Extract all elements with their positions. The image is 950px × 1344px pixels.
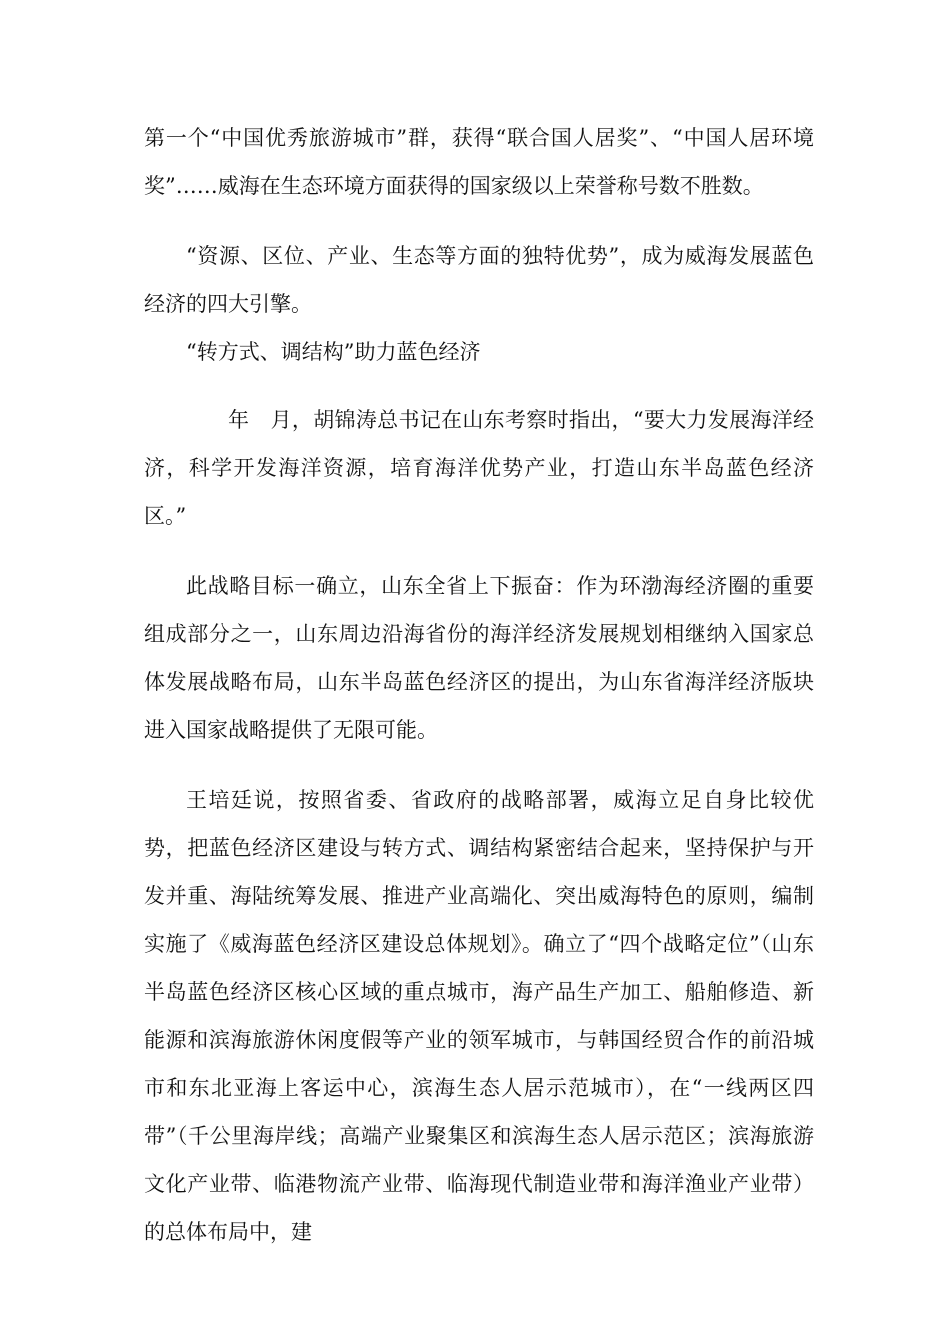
paragraph-wang-peiting: 王培廷说，按照省委、省政府的战略部署，威海立足自身比较优势，把蓝色经济区建设与转方式、调结构紧密结合起来，坚持保护与开发并重、海陆统筹发展、推进产业高端化、突出威海特色的原则，编制实施了《威海蓝色经济区建设总体规划》。确立了“四个战略定位”（山东半岛蓝色经济区核心区域的重点城市，海产品生产加工、船舶修造、新能源和滨海旅游休闲度假等产业的领军城市，与韩国经贸合作的前沿城市和东北亚海上客运中心，滨海生态人居示范城市），在“一线两区四带”（千公里海岸线；高端产业聚集区和滨海生态人居示范区；滨海旅游文化产业带、临港物流产业带、临海现代制造业带和海洋渔业产业带）的总体布局中，建	[144, 788, 814, 1244]
paragraph-strategy-goal: 此战略目标一确立，山东全省上下振奋：作为环渤海经济圈的重要组成部分之一，山东周边沿海省份的海洋经济发展规划相继纳入国家总体发展战略布局，山东半岛蓝色经济区的提出，为山东省海洋经济版块进入国家战略提供了无限可能。	[144, 574, 814, 742]
paragraph-honors: 第一个“中国优秀旅游城市”群，获得“联合国人居奖”、“中国人居环境奖”……威海在生态环境方面获得的国家级以上荣誉称号数不胜数。	[144, 126, 814, 198]
section-heading: “转方式、调结构”助力蓝色经济	[186, 340, 481, 364]
paragraph-hu-jintao-quote: 年 月，胡锦涛总书记在山东考察时指出，“要大力发展海洋经济，科学开发海洋资源，培育海洋优势产业，打造山东半岛蓝色经济区。”	[144, 408, 814, 528]
paragraph-four-engines: “资源、区位、产业、生态等方面的独特优势”，成为威海发展蓝色经济的四大引擎。	[144, 244, 814, 316]
document-body	[144, 114, 814, 1256]
